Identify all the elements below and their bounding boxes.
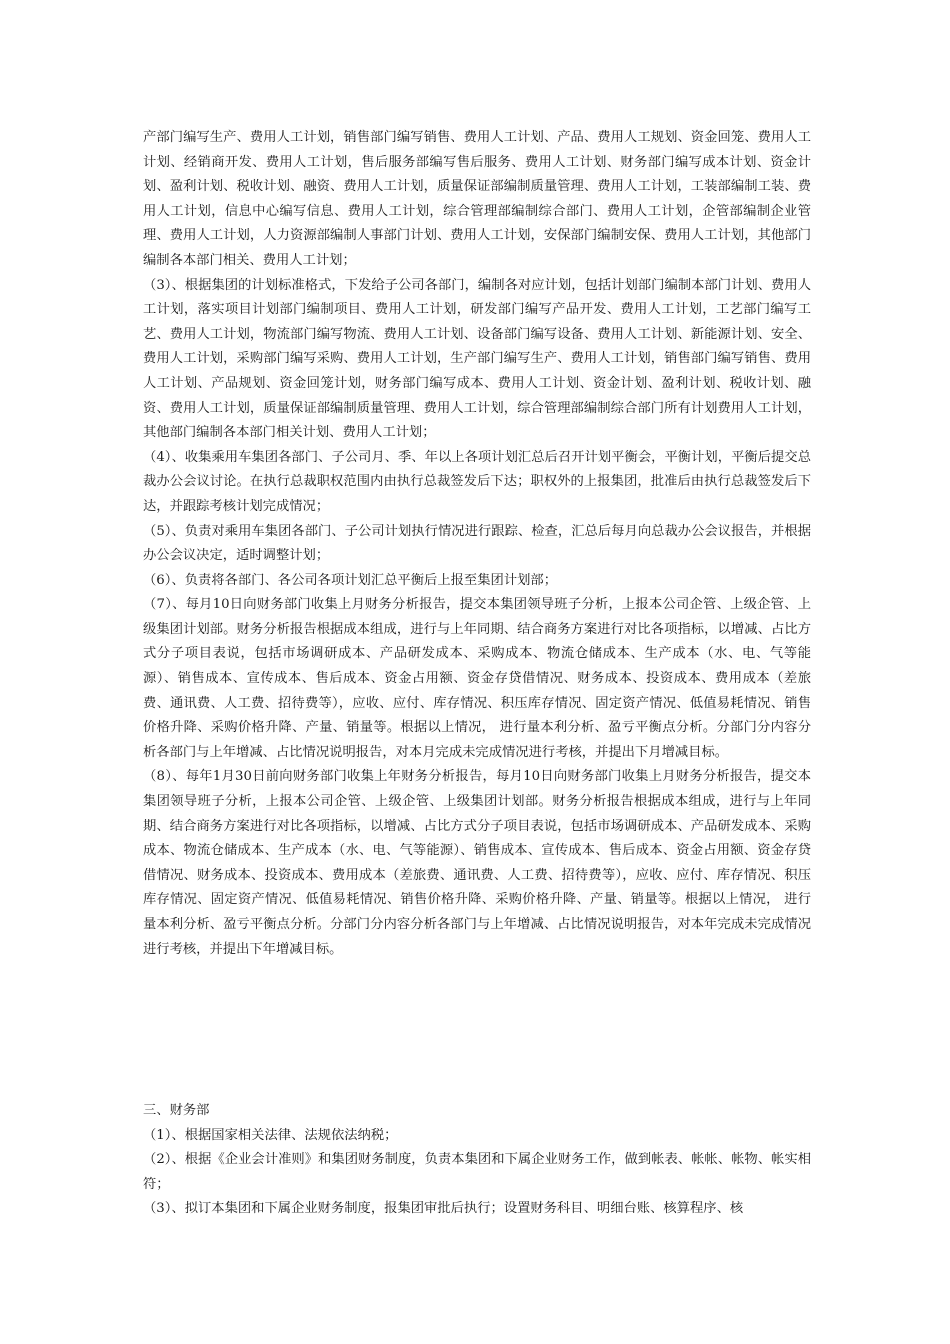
section-heading: 三、财务部 [143, 1103, 210, 1118]
finance-item-1: （1）、根据国家相关法律、法规依法纳税； [143, 1127, 398, 1143]
finance-item-2: （2）、根据《企业会计准则》和集团财务制度，负责本集团和下属企业财务工作，做到帐表、帐帐、帐物、帐实相符； [143, 1152, 811, 1192]
finance-item-3: （3）、拟订本集团和下属企业财务制度，报集团审批后执行；设置财务科目、明细台账、核算程序、核 [143, 1201, 744, 1217]
continuation-paragraph: 产部门编写生产、费用人工计划，销售部门编写销售、费用人工计划、产品、费用人工规划、资金回笼、费用人工计划、经销商开发、费用人工计划，售后服务部编写售后服务、费用人工计划、财务部门编写成本计划、资金计划、盈利计划、税收计划、融资、费用人工计划，质量保证部编制质量管理、费用人工计划，工装部编制工装、费用人工计划，信息中心编写信息、费用人工计划，综合管理部编制综合部门、费用人工计划，企管部编制企业管理、费用人工计划，人力资源部编制人事部门计划、费用人工计划，安保部门编制安保、费用人工计划，其他部门编制各本部门相关、费用人工计划； [143, 130, 811, 268]
duty-item-5: （5）、负责对乘用车集团各部门、子公司计划执行情况进行跟踪、检查，汇总后每月向总裁办公会议报告，并根据办公会议决定，适时调整计划； [143, 523, 811, 564]
duty-item-6: （6）、负责将各部门、各公司各项计划汇总平衡后上报至集团计划部； [143, 572, 558, 588]
duty-item-8: （8）、每年1月30日前向财务部门收集上年财务分析报告，每月10日向财务部门收集上月财务分析报告，提交本集团领导班子分析，上报本公司企管、上级企管、上级集团计划部。财务分析报告根据成本组成，进行与上年同期、结合商务方案进行对比各项指标，以增减、占比方式分子项目表说，包括市场调研成本、产品研发成本、采购成本、物流仓储成本、生产成本（水、电、气等能源）、销售成本、宣传成本、售后成本、资金占用额、资金存贷借情况、财务成本、投资成本、费用成本（差旅费、通讯费、人工费、招待费等），应收、应付、库存情况、积压库存情况、固定资产情况、低值易耗情况、销售价格升降、采购价格升降、产量、销量等。根据以上情况， 进行量本利分析、盈亏平衡点分析。分部门分内容分析各部门与上年增减、占比情况说明报告，对本年完成未完成情况进行考核，并提出下年增减目标。 [143, 769, 811, 957]
duty-item-4: （4）、收集乘用车集团各部门、子公司月、季、年以上各项计划汇总后召开计划平衡会，平衡计划，平衡后提交总裁办公会议讨论。在执行总裁职权范围内由执行总裁签发后下达；职权外的上报集团，批准后由执行总裁签发后下达，并跟踪考核计划完成情况； [143, 449, 811, 514]
planning-duties-section [143, 126, 811, 962]
finance-department-section [143, 1099, 811, 1222]
duty-item-7: （7）、每月10日向财务部门收集上月财务分析报告，提交本集团领导班子分析，上报本公司企管、上级企管、上级集团计划部。财务分析报告根据成本组成，进行与上年同期、结合商务方案进行对比各项指标，以增减、占比方式分子项目表说，包括市场调研成本、产品研发成本、采购成本、物流仓储成本、生产成本（水、电、气等能源）、销售成本、宣传成本、售后成本、资金占用额、资金存贷借情况、财务成本、投资成本、费用成本（差旅费、通讯费、人工费、招待费等），应收、应付、库存情况、积压库存情况、固定资产情况、低值易耗情况、销售价格升降、采购价格升降、产量、销量等。根据以上情况， 进行量本利分析、盈亏平衡点分析。分部门分内容分析各部门与上年增减、占比情况说明报告，对本月完成未完成情况进行考核，并提出下月增减目标。 [143, 597, 811, 760]
duty-item-3: （3）、根据集团的计划标准格式，下发给子公司各部门，编制各对应计划，包括计划部门编制本部门计划、费用人工计划，落实项目计划部门编制项目、费用人工计划，研发部门编写产品开发、费用人工计划，工艺部门编写工艺、费用人工计划，物流部门编写物流、费用人工计划、设备部门编写设备、费用人工计划、新能源计划、安全、费用人工计划，采购部门编写采购、费用人工计划，生产部门编写生产、费用人工计划，销售部门编写销售、费用人工计划、产品规划、资金回笼计划，财务部门编写成本、费用人工计划、资金计划、盈利计划、税收计划、融资、费用人工计划，质量保证部编制质量管理、费用人工计划，综合管理部编制综合部门所有计划费用人工计划，其他部门编制各本部门相关计划、费用人工计划； [143, 277, 811, 441]
